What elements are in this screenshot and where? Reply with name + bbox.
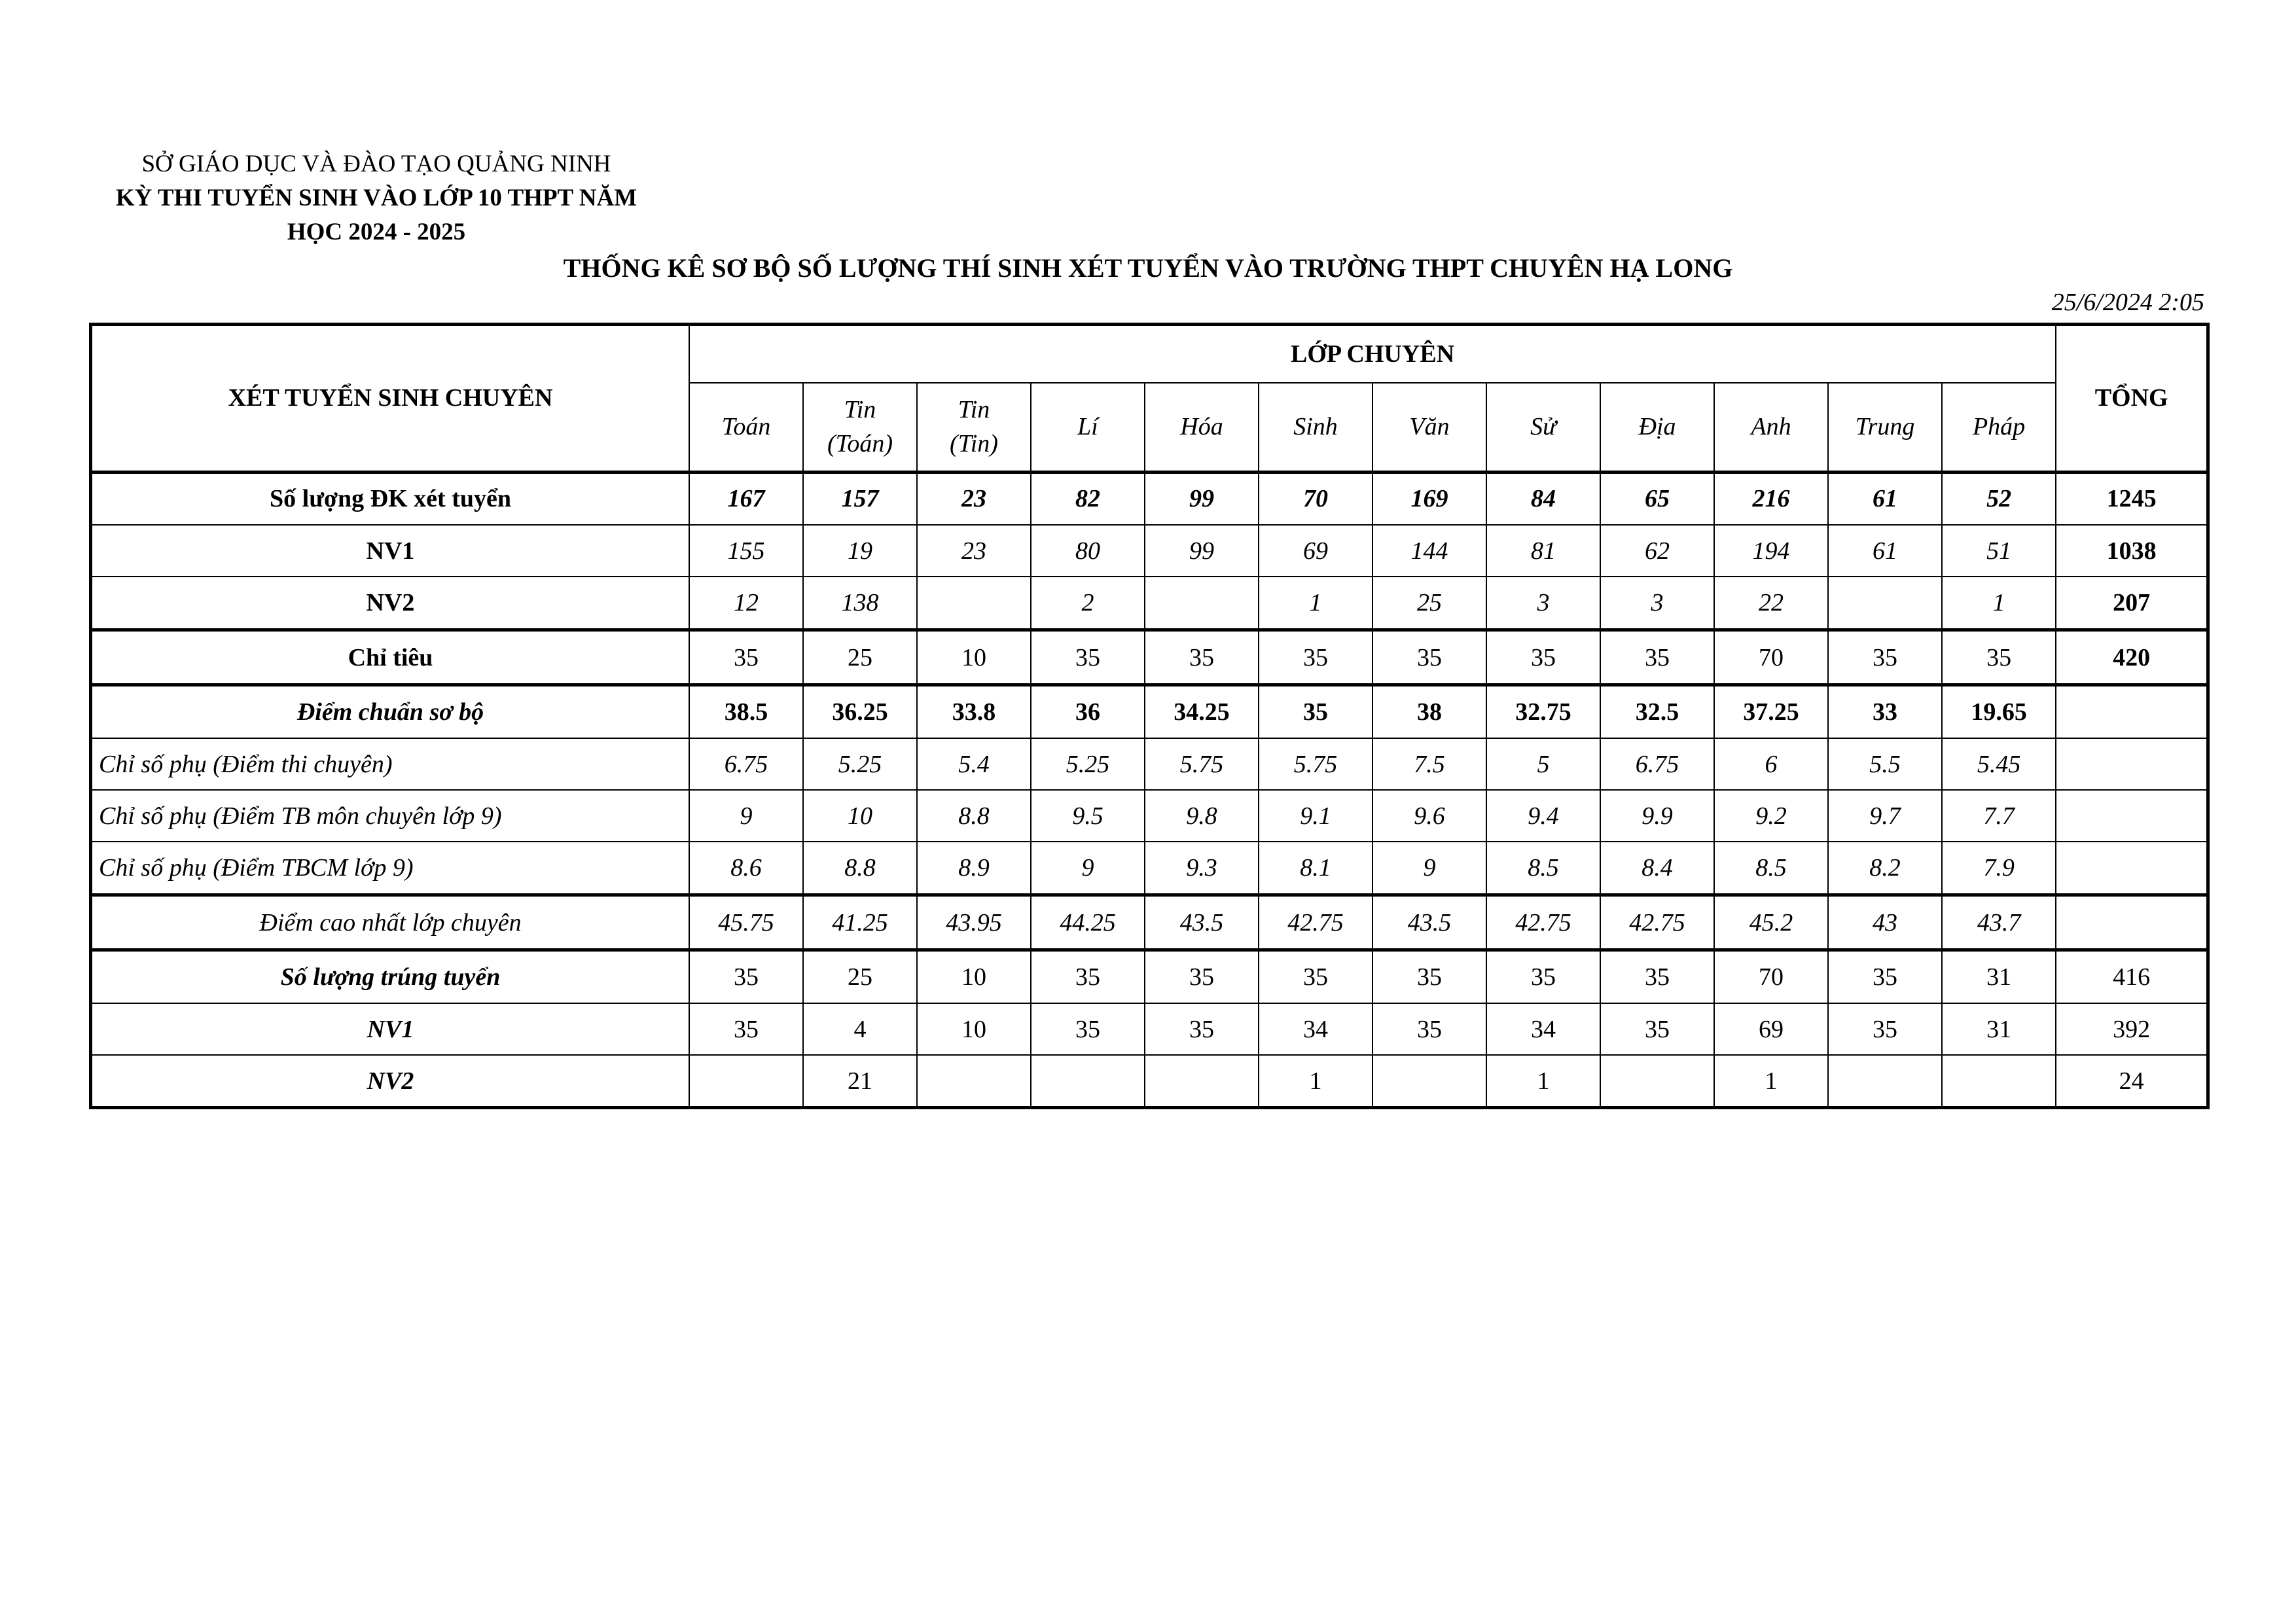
table-cell: 43.7 <box>1942 895 2056 950</box>
table-cell: 157 <box>803 472 917 525</box>
subject-header: Anh <box>1714 383 1828 472</box>
table-cell: 10 <box>917 630 1031 685</box>
table-cell: 9 <box>1031 842 1145 895</box>
table-cell: 5.4 <box>917 738 1031 790</box>
total-cell <box>2056 842 2207 895</box>
table-cell: 35 <box>1259 685 1372 738</box>
table-cell: 8.1 <box>1259 842 1372 895</box>
table-cell: 32.5 <box>1600 685 1714 738</box>
table-cell: 8.2 <box>1828 842 1942 895</box>
table-row <box>92 1003 2207 1055</box>
row-label: Chỉ số phụ (Điểm thi chuyên) <box>92 738 689 790</box>
table-cell: 6.75 <box>1600 738 1714 790</box>
table-cell: 9.6 <box>1372 790 1486 842</box>
table-cell: 35 <box>1600 950 1714 1003</box>
total-cell: 416 <box>2056 950 2207 1003</box>
table-cell: 9.8 <box>1145 790 1259 842</box>
table-cell: 12 <box>689 577 803 630</box>
table-cell: 19 <box>803 525 917 577</box>
table-cell: 42.75 <box>1259 895 1372 950</box>
table-cell: 69 <box>1259 525 1372 577</box>
table-cell: 35 <box>1828 630 1942 685</box>
row-label: Chỉ số phụ (Điểm TBCM lớp 9) <box>92 842 689 895</box>
table-cell: 34.25 <box>1145 685 1259 738</box>
table-cell: 138 <box>803 577 917 630</box>
table-cell: 43.5 <box>1372 895 1486 950</box>
table-cell: 5.5 <box>1828 738 1942 790</box>
table-cell: 3 <box>1486 577 1600 630</box>
table-cell <box>917 1055 1031 1107</box>
table-cell: 167 <box>689 472 803 525</box>
table-cell: 70 <box>1259 472 1372 525</box>
table-cell: 35 <box>1145 950 1259 1003</box>
table-cell: 216 <box>1714 472 1828 525</box>
table-cell: 35 <box>1600 1003 1714 1055</box>
table-cell <box>1828 577 1942 630</box>
table-cell: 99 <box>1145 525 1259 577</box>
total-cell: 420 <box>2056 630 2207 685</box>
table-cell: 10 <box>917 1003 1031 1055</box>
table-row <box>92 1055 2207 1107</box>
table-cell: 9.3 <box>1145 842 1259 895</box>
table-row <box>92 472 2207 525</box>
table-cell: 35 <box>1486 630 1600 685</box>
page-title: THỐNG KÊ SƠ BỘ SỐ LƯỢNG THÍ SINH XÉT TUYỂN VÀO TRƯỜNG THPT CHUYÊN HẠ LONG <box>563 253 1733 283</box>
total-cell <box>2056 685 2207 738</box>
table-cell: 1 <box>1714 1055 1828 1107</box>
table-cell: 21 <box>803 1055 917 1107</box>
table-cell: 169 <box>1372 472 1486 525</box>
table-cell: 35 <box>1031 1003 1145 1055</box>
table-cell: 7.9 <box>1942 842 2056 895</box>
table-cell: 82 <box>1031 472 1145 525</box>
table-cell: 9.5 <box>1031 790 1145 842</box>
table-cell: 35 <box>689 1003 803 1055</box>
table-row <box>92 950 2207 1003</box>
table-cell: 70 <box>1714 950 1828 1003</box>
table-row <box>92 895 2207 950</box>
table-row <box>92 685 2207 738</box>
total-cell: 1245 <box>2056 472 2207 525</box>
table-cell: 34 <box>1259 1003 1372 1055</box>
row-label: NV1 <box>92 1003 689 1055</box>
table-cell: 9.2 <box>1714 790 1828 842</box>
table-cell: 41.25 <box>803 895 917 950</box>
table-cell: 35 <box>1145 1003 1259 1055</box>
table-cell: 8.6 <box>689 842 803 895</box>
table-cell: 35 <box>1031 630 1145 685</box>
table-cell: 2 <box>1031 577 1145 630</box>
subject-header: Sử <box>1486 383 1600 472</box>
table-cell: 7.7 <box>1942 790 2056 842</box>
table-cell: 9.9 <box>1600 790 1714 842</box>
table-cell: 44.25 <box>1031 895 1145 950</box>
group-title: LỚP CHUYÊN <box>689 325 2056 383</box>
table-cell: 4 <box>803 1003 917 1055</box>
table-cell: 36.25 <box>803 685 917 738</box>
table-cell: 6.75 <box>689 738 803 790</box>
table-cell <box>1145 577 1259 630</box>
table-cell: 22 <box>1714 577 1828 630</box>
table-cell <box>1145 1055 1259 1107</box>
row-label: Chỉ số phụ (Điểm TB môn chuyên lớp 9) <box>92 790 689 842</box>
table-cell: 36 <box>1031 685 1145 738</box>
subject-header: Tin (Tin) <box>917 383 1031 472</box>
table-cell: 8.4 <box>1600 842 1714 895</box>
table-cell: 8.9 <box>917 842 1031 895</box>
table-cell: 42.75 <box>1486 895 1600 950</box>
table-cell: 35 <box>1372 950 1486 1003</box>
table-row <box>92 738 2207 790</box>
table-cell: 43.5 <box>1145 895 1259 950</box>
total-cell: 207 <box>2056 577 2207 630</box>
table-cell: 35 <box>689 630 803 685</box>
table-cell: 35 <box>1942 630 2056 685</box>
table-cell: 43.95 <box>917 895 1031 950</box>
timestamp: 25/6/2024 2:05 <box>2051 289 2204 316</box>
subject-header: Tin (Toán) <box>803 383 917 472</box>
table-cell: 5 <box>1486 738 1600 790</box>
table-cell: 31 <box>1942 950 2056 1003</box>
row-label: Chỉ tiêu <box>92 630 689 685</box>
table-cell: 52 <box>1942 472 2056 525</box>
subject-header: Địa <box>1600 383 1714 472</box>
table-cell <box>917 577 1031 630</box>
row-label: Số lượng ĐK xét tuyển <box>92 472 689 525</box>
table-cell: 19.65 <box>1942 685 2056 738</box>
table-cell: 51 <box>1942 525 2056 577</box>
table-cell: 35 <box>1372 1003 1486 1055</box>
subject-header: Hóa <box>1145 383 1259 472</box>
table-cell: 62 <box>1600 525 1714 577</box>
table-row <box>92 525 2207 577</box>
table-cell: 5.75 <box>1145 738 1259 790</box>
row-label: Điểm cao nhất lớp chuyên <box>92 895 689 950</box>
row-label: NV2 <box>92 577 689 630</box>
table-cell: 35 <box>1828 950 1942 1003</box>
table-cell: 34 <box>1486 1003 1600 1055</box>
table-cell: 81 <box>1486 525 1600 577</box>
table-cell: 23 <box>917 525 1031 577</box>
table-cell: 7.5 <box>1372 738 1486 790</box>
table-cell: 35 <box>689 950 803 1003</box>
row-label: NV1 <box>92 525 689 577</box>
table-cell: 155 <box>689 525 803 577</box>
exam-title-line2: HỌC 2024 - 2025 <box>287 219 466 245</box>
table-cell: 9 <box>689 790 803 842</box>
table-cell: 38 <box>1372 685 1486 738</box>
table-cell: 6 <box>1714 738 1828 790</box>
table-cell: 35 <box>1259 630 1372 685</box>
subject-header: Sinh <box>1259 383 1372 472</box>
table-cell: 42.75 <box>1600 895 1714 950</box>
exam-title-line1: KỲ THI TUYỂN SINH VÀO LỚP 10 THPT NĂM <box>115 185 637 211</box>
total-cell: 392 <box>2056 1003 2207 1055</box>
table-cell <box>689 1055 803 1107</box>
table-cell: 8.8 <box>917 790 1031 842</box>
table-cell: 1 <box>1259 577 1372 630</box>
table-row <box>92 630 2207 685</box>
table-cell: 33 <box>1828 685 1942 738</box>
table-cell: 69 <box>1714 1003 1828 1055</box>
table-cell: 10 <box>917 950 1031 1003</box>
table-cell: 99 <box>1145 472 1259 525</box>
table-cell: 37.25 <box>1714 685 1828 738</box>
table-cell: 70 <box>1714 630 1828 685</box>
subject-header: Toán <box>689 383 803 472</box>
row-header-title: XÉT TUYỂN SINH CHUYÊN <box>92 325 689 472</box>
table-cell: 65 <box>1600 472 1714 525</box>
total-title: TỔNG <box>2056 325 2207 472</box>
table-cell: 8.5 <box>1486 842 1600 895</box>
total-cell: 24 <box>2056 1055 2207 1107</box>
table-cell: 23 <box>917 472 1031 525</box>
table-cell: 31 <box>1942 1003 2056 1055</box>
total-cell <box>2056 790 2207 842</box>
table-cell: 3 <box>1600 577 1714 630</box>
table-cell: 144 <box>1372 525 1486 577</box>
table-row <box>92 577 2207 630</box>
table-cell: 194 <box>1714 525 1828 577</box>
table-cell: 32.75 <box>1486 685 1600 738</box>
subject-header: Văn <box>1372 383 1486 472</box>
department-name: SỞ GIÁO DỤC VÀ ĐÀO TẠO QUẢNG NINH <box>141 151 611 177</box>
row-label: Số lượng trúng tuyển <box>92 950 689 1003</box>
table-row <box>92 842 2207 895</box>
table-cell <box>1600 1055 1714 1107</box>
table-cell: 5.45 <box>1942 738 2056 790</box>
table-cell: 9 <box>1372 842 1486 895</box>
table-cell: 84 <box>1486 472 1600 525</box>
table-cell: 9.7 <box>1828 790 1942 842</box>
row-label: Điểm chuẩn sơ bộ <box>92 685 689 738</box>
subject-header: Pháp <box>1942 383 2056 472</box>
table-cell: 5.75 <box>1259 738 1372 790</box>
table-cell: 35 <box>1600 630 1714 685</box>
table-cell: 35 <box>1259 950 1372 1003</box>
table-cell: 35 <box>1372 630 1486 685</box>
table-cell: 25 <box>1372 577 1486 630</box>
table-cell <box>1372 1055 1486 1107</box>
table-cell: 9.4 <box>1486 790 1600 842</box>
table-cell: 45.75 <box>689 895 803 950</box>
table-cell <box>1942 1055 2056 1107</box>
table-cell: 80 <box>1031 525 1145 577</box>
table-cell: 35 <box>1031 950 1145 1003</box>
row-label: NV2 <box>92 1055 689 1107</box>
table-cell: 33.8 <box>917 685 1031 738</box>
table-cell: 61 <box>1828 525 1942 577</box>
table-cell: 35 <box>1486 950 1600 1003</box>
subject-header: Lí <box>1031 383 1145 472</box>
table-cell: 1 <box>1942 577 2056 630</box>
table-cell: 10 <box>803 790 917 842</box>
table-cell: 25 <box>803 950 917 1003</box>
total-cell: 1038 <box>2056 525 2207 577</box>
table-cell: 5.25 <box>1031 738 1145 790</box>
table-row <box>92 790 2207 842</box>
table-cell: 43 <box>1828 895 1942 950</box>
table-cell: 38.5 <box>689 685 803 738</box>
table-cell: 8.8 <box>803 842 917 895</box>
table-cell: 45.2 <box>1714 895 1828 950</box>
table-cell <box>1828 1055 1942 1107</box>
table-cell <box>1031 1055 1145 1107</box>
table-cell: 35 <box>1828 1003 1942 1055</box>
table-cell: 8.5 <box>1714 842 1828 895</box>
subject-header: Trung <box>1828 383 1942 472</box>
table-cell: 9.1 <box>1259 790 1372 842</box>
total-cell <box>2056 738 2207 790</box>
admission-statistics-table <box>91 325 2208 1107</box>
total-cell <box>2056 895 2207 950</box>
table-cell: 25 <box>803 630 917 685</box>
table-cell: 5.25 <box>803 738 917 790</box>
table-cell: 35 <box>1145 630 1259 685</box>
table-cell: 1 <box>1486 1055 1600 1107</box>
table-cell: 1 <box>1259 1055 1372 1107</box>
table-cell: 61 <box>1828 472 1942 525</box>
